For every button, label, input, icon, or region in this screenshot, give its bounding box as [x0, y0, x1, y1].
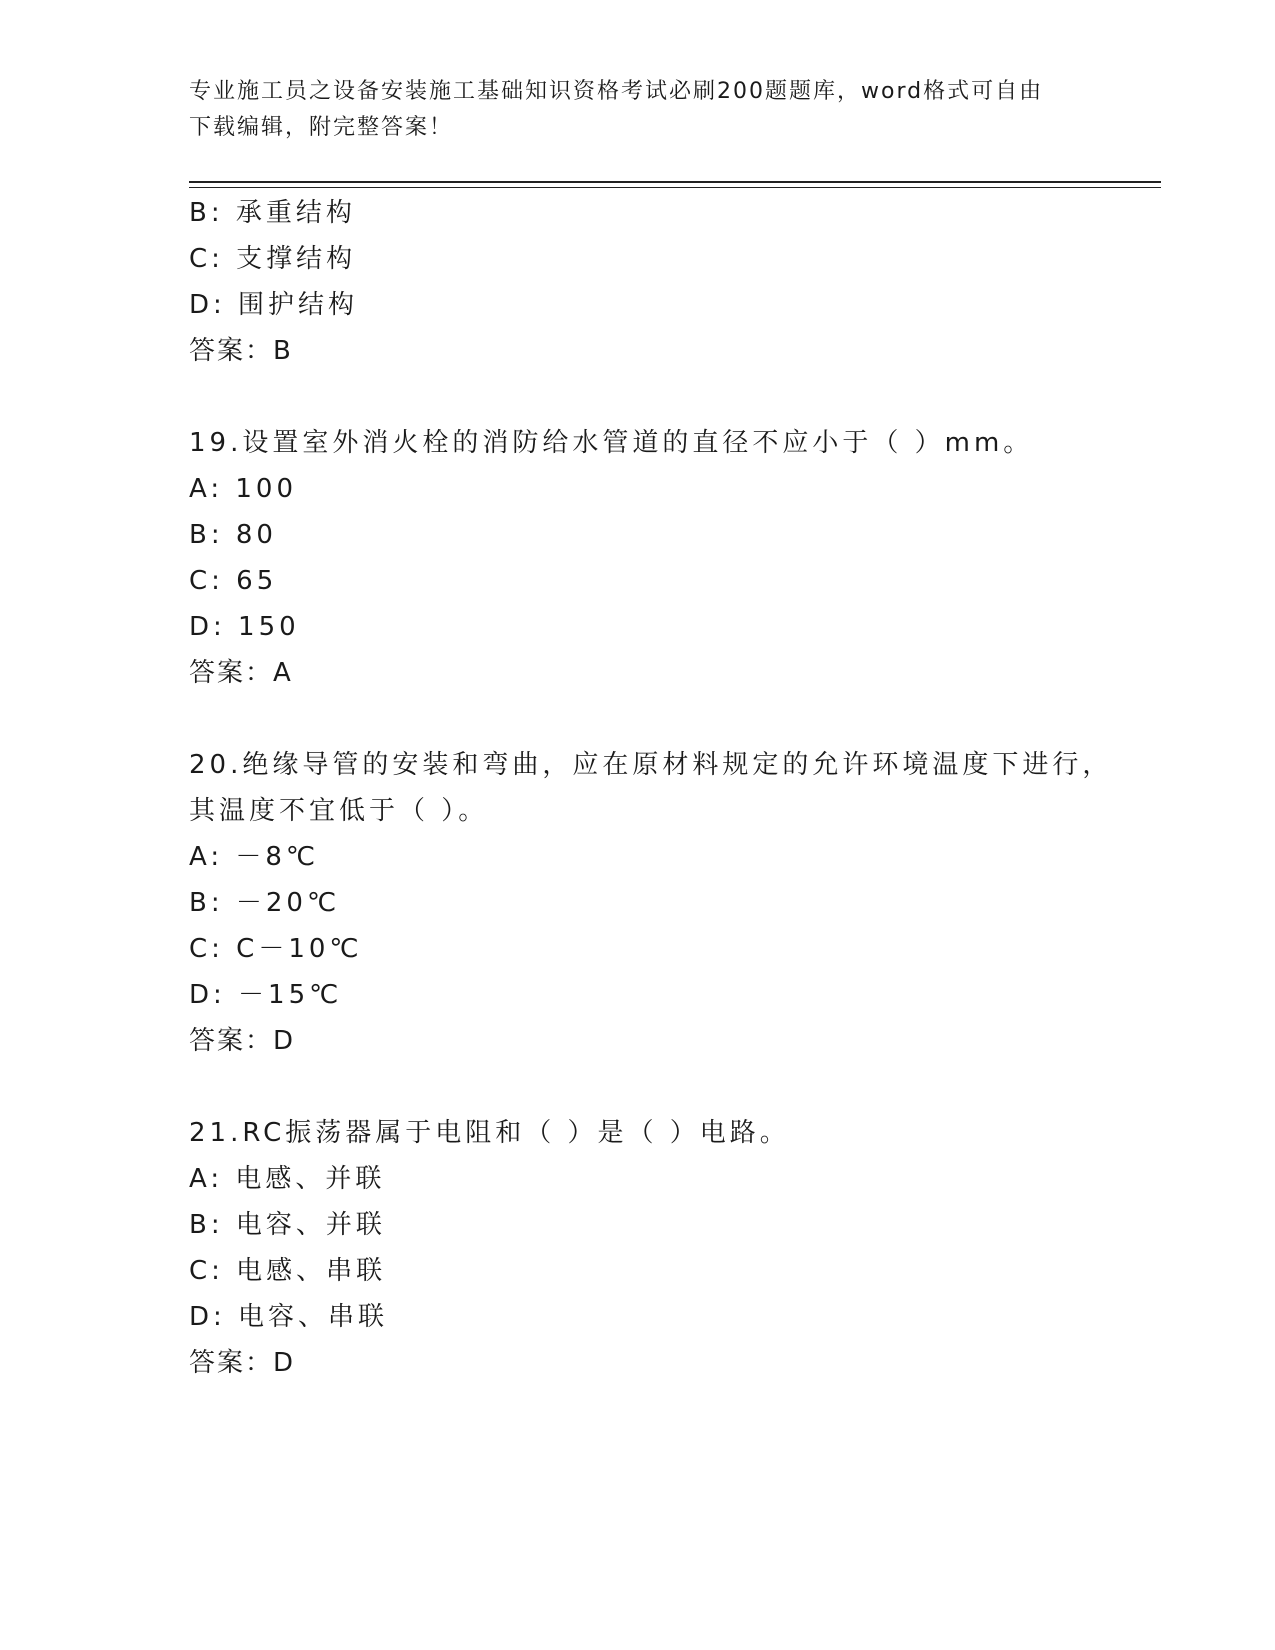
spacer [189, 1064, 1129, 1110]
question-18 [189, 190, 1129, 374]
option-d: D: 150 [189, 612, 300, 642]
option-a: A: 100 [189, 474, 297, 504]
document-header [189, 74, 1079, 146]
option-d: D: 围护结构 [189, 290, 359, 320]
option-c: C: 电感、串联 [189, 1256, 387, 1286]
answer: 答案：D [189, 1026, 296, 1056]
option-b: B: －20℃ [189, 888, 341, 918]
option-d: D: 电容、串联 [189, 1302, 389, 1332]
answer: 答案：B [189, 336, 293, 366]
header-divider-thin [189, 187, 1161, 188]
question-19 [189, 420, 1129, 696]
option-c: C: 65 [189, 566, 278, 596]
option-c: C: 支撑结构 [189, 244, 357, 274]
header-divider-thick [189, 181, 1161, 183]
question-list [189, 190, 1129, 1386]
option-a: A: －8℃ [189, 842, 320, 872]
answer: 答案：D [189, 1348, 296, 1378]
answer: 答案：A [189, 658, 293, 688]
question-stem-line-2: 其温度不宜低于（ ）。 [189, 796, 489, 826]
option-d: D: －15℃ [189, 980, 343, 1010]
spacer [189, 696, 1129, 742]
question-stem: 21.RC振荡器属于电阻和（ ）是（ ）电路。 [189, 1118, 790, 1148]
option-c: C: C－10℃ [189, 934, 363, 964]
question-stem-line-1: 20.绝缘导管的安装和弯曲，应在原材料规定的允许环境温度下进行， [189, 750, 1113, 780]
header-title-line-1: 专业施工员之设备安装施工基础知识资格考试必刷200题题库，word格式可自由 [189, 79, 1044, 104]
spacer [189, 374, 1129, 420]
question-20 [189, 742, 1129, 1064]
option-b: B: 80 [189, 520, 277, 550]
option-b: B: 承重结构 [189, 198, 356, 228]
option-a: A: 电感、并联 [189, 1164, 386, 1194]
question-stem: 19.设置室外消火栓的消防给水管道的直径不应小于（ ）mm。 [189, 428, 1034, 458]
question-21 [189, 1110, 1129, 1386]
header-title-line-2: 下载编辑，附完整答案！ [189, 115, 454, 140]
option-b: B: 电容、并联 [189, 1210, 386, 1240]
